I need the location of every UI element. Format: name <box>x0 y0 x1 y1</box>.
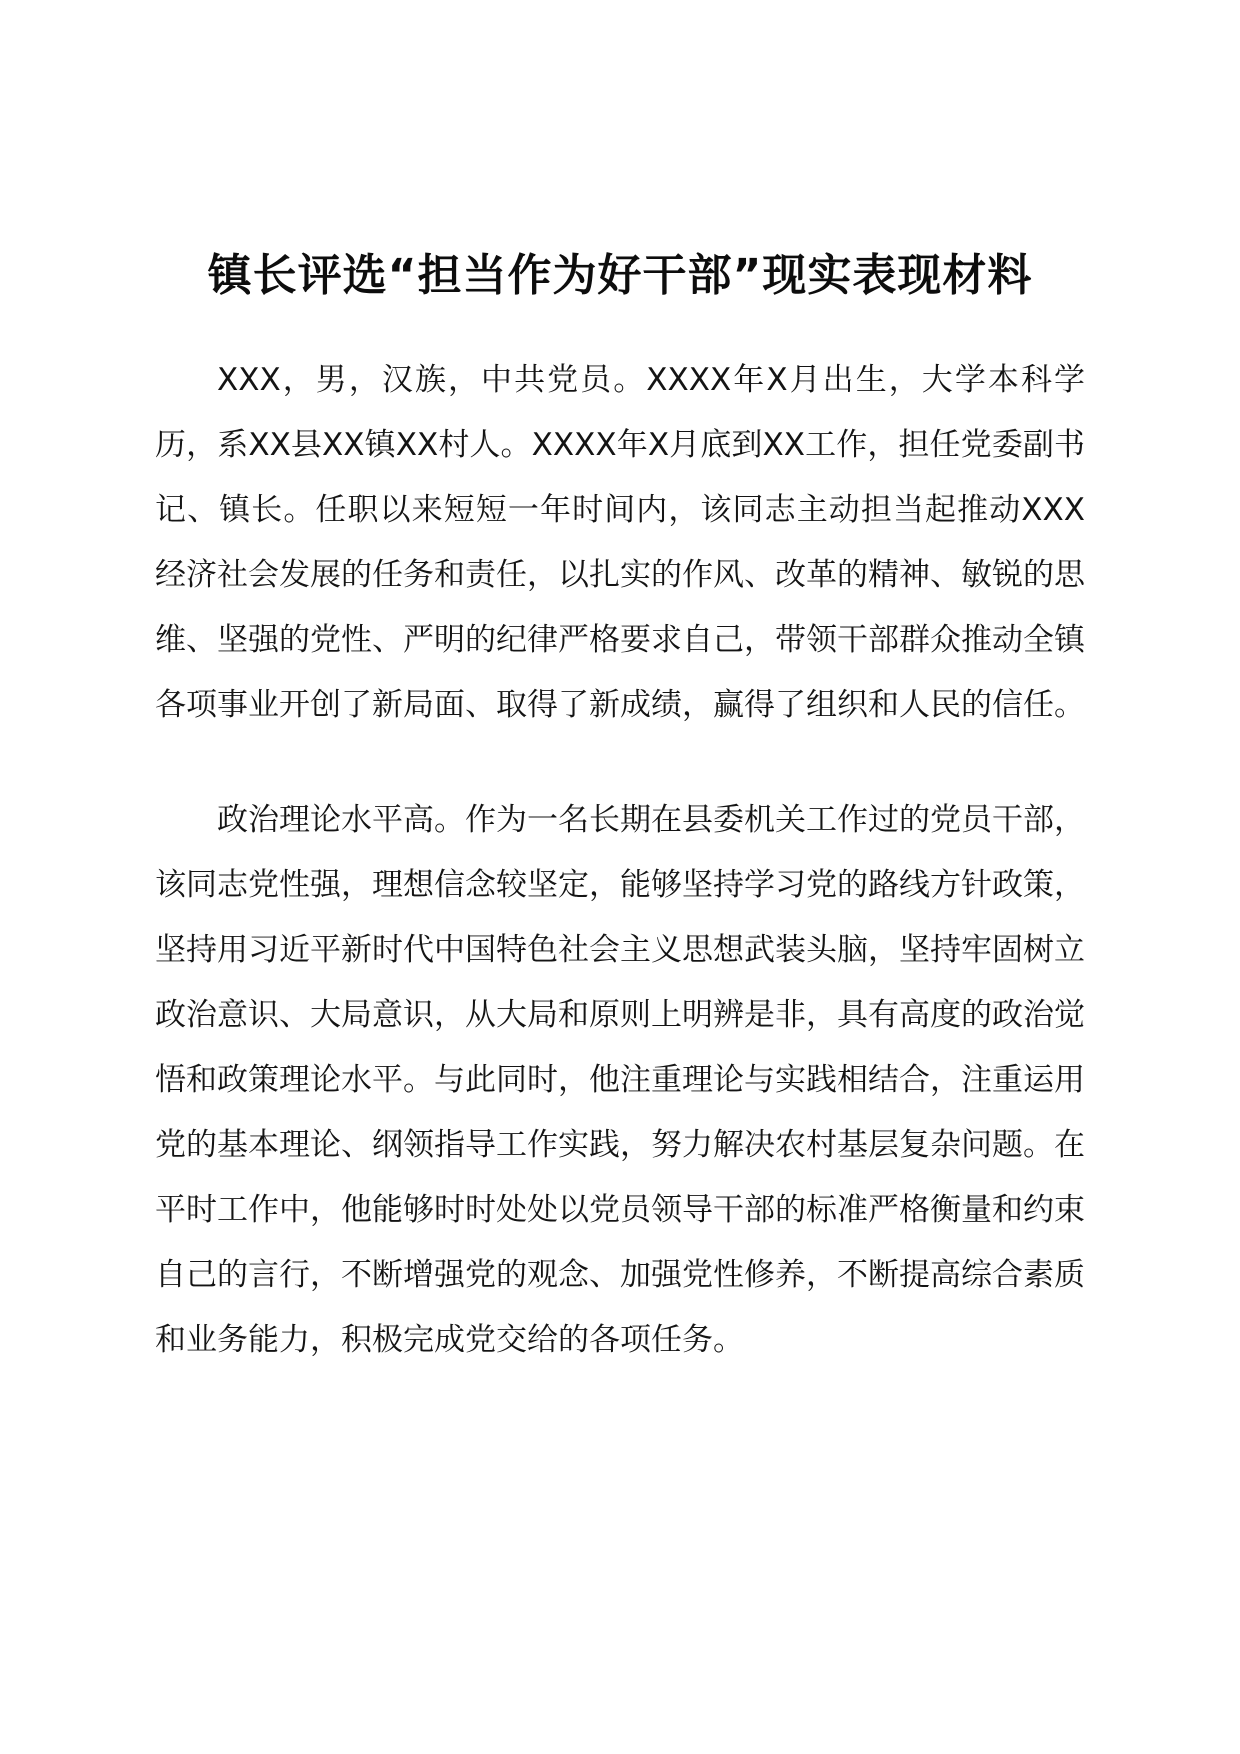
document-title: 镇长评选“担当作为好干部”现实表现材料 <box>207 250 1033 301</box>
paragraph-political-theory: 政治理论水平高。作为一名长期在县委机关工作过的党员干部，该同志党性强，理想信念较坚定，能够坚持学习党的路线方针政策，坚持用习近平新时代中国特色社会主义思想武装头脑，坚持牢固树立政治意识、大局意识，从大局和原则上明辨是非，具有高度的政治觉悟和政策理论水平。与此同时，他注重理论与实践相结合，注重运用党的基本理论、纲领指导工作实践，努力解决农村基层复杂问题。在平时工作中，他能够时时处处以党员领导干部的标准严格衡量和约束自己的言行，不断增强党的观念、加强党性修养，不断提高综合素质和业务能力，积极完成党交给的各项任务。 <box>155 802 1085 1358</box>
paragraph-block-political-theory <box>155 788 1085 1373</box>
paragraph-intro: XXX，男，汉族，中共党员。XXXX年X月出生，大学本科学历，系XX县XX镇XX村人。XXXX年X月底到XX工作，担任党委副书记、镇长。任职以来短短一年时间内，该同志主动担当起推动XXX经济社会发展的任务和责任，以扎实的作风、改革的精神、敏锐的思维、坚强的党性、严明的纪律严格要求自己，带领干部群众推动全镇各项事业开创了新局面、取得了新成绩，赢得了组织和人民的信任。 <box>155 362 1085 723</box>
paragraph-block-intro <box>155 348 1085 738</box>
